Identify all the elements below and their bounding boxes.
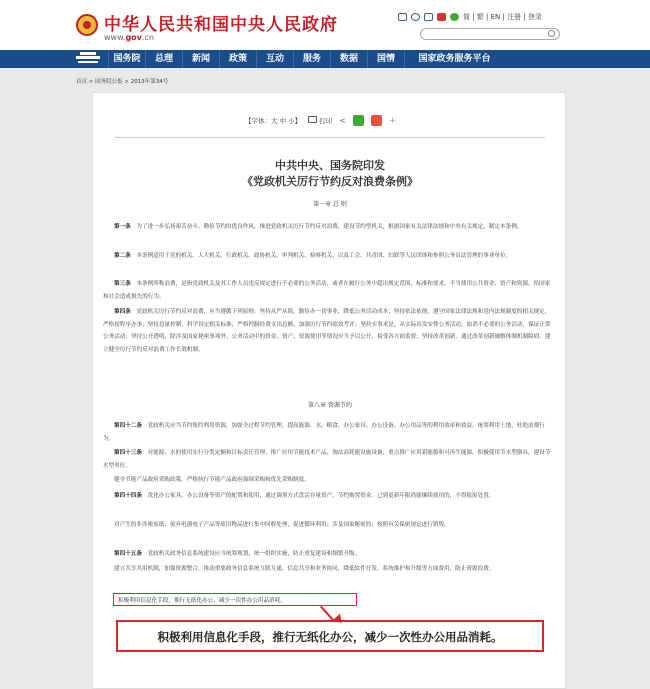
highlight-box-small	[113, 593, 357, 606]
wechat-icon[interactable]	[450, 13, 459, 21]
more-share-icon[interactable]: +	[388, 115, 397, 126]
article-title-line1: 中共中央、国务院印发	[275, 159, 385, 172]
article-paragraph: 第二条 本条例适用于党的机关、人大机关、行政机关、政协机关、审判机关、检察机关，以及工会、共青团、妇联等人民团体和参照公务员法管理的事业单位。	[114, 253, 512, 259]
national-emblem-icon[interactable]	[76, 14, 98, 36]
main-nav	[0, 50, 650, 68]
divider	[115, 137, 545, 138]
share-icon[interactable]: <	[339, 116, 346, 125]
site-url: www.gov.cn	[104, 33, 154, 42]
article-paragraph: 第一条 为了进一步弘扬艰苦奋斗、勤俭节约的优良作风，推进党政机关厉行节约反对浪费，建设节约型机关，根据国家有关法律法规和中央有关规定，制定本条例。	[114, 224, 523, 230]
nav-item-policy[interactable]: 政策	[219, 50, 256, 68]
article-paragraph: 第四十二条 党政机关应当节约集约利用资源，加强全过程节约管理，提高能源、水、粮食、办公家具、办公设备、办公用品等的利用效率和效益，统筹利用土地，杜绝浪费行为。	[103, 423, 545, 442]
nav-item-news[interactable]: 新闻	[182, 50, 219, 68]
article-paragraph: 对产生的非涉密废纸、废弃电器电子产品等废旧物品进行集中回收处理，促进循环利用；涉及国家秘密的，按照有关保密规定进行销毁。	[114, 522, 450, 528]
article-paragraph: 第三条 本条例所称浪费，是指党政机关及其工作人员违反规定进行不必要的公务活动，或者在履行公务中超出规定范围、标准和要求，不当使用公共资金、资产和资源，给国家和社会造成损失的行为。	[103, 281, 551, 300]
article-title-line2: 《党政机关厉行节约反对浪费条例》	[242, 175, 418, 188]
article-paragraph: 第四十四条 优化办公家具、办公设备等资产的配置和使用，通过调剂方式盘活存量资产，节约购置资金。已到更新年限尚能继续使用的，不得报废处置。	[114, 493, 495, 499]
wechat-share-icon[interactable]	[353, 115, 364, 126]
nav-item-state-council[interactable]: 国务院	[108, 50, 145, 68]
weibo-icon[interactable]	[437, 13, 446, 21]
search-input[interactable]	[420, 28, 560, 40]
nav-item-national-info[interactable]: 国情	[367, 50, 404, 68]
print-button[interactable]: 打印	[308, 116, 332, 125]
nav-item-service-platform[interactable]: 国家政务服务平台	[404, 50, 504, 68]
article-toolbar	[245, 115, 396, 126]
article-paragraph: 健全节能产品政府采购政策，严格执行节能产品政府强制采购和优先采购制度。	[114, 477, 310, 483]
mobile-icon[interactable]	[424, 13, 433, 21]
highlight-text-small: 积极利用信息化手段，推行无纸化办公，减少一次性办公用品消耗。	[118, 598, 286, 604]
home-icon[interactable]	[76, 52, 100, 66]
article-paragraph: 第四条 党政机关厉行节约反对浪费，应当遵循下列原则：坚持从严从简，勤俭办一切事业，降低公务活动成本；坚持依法依规，遵守国家法律法规和党内法规制度的相关规定，严格按程序办事；坚持总量控制，科学设定相关标准，严格控制经费支出总额，加强厉行节约绩效考评；坚持实事求是，从实际出发安排公务活动，取消不必要的公务活动，保证正常公务活动；坚持公开透明，除涉及国家秘密事项外，公务活动中的资金、资产、资源使用等情况应当予以公开，接受各方面监督；坚持改革创新，通过改革创新破解体制机制障碍，建立健全厉行节约反对浪费工作长效机制。	[103, 309, 551, 353]
site-header	[0, 0, 650, 50]
site-title[interactable]: 中华人民共和国中央人民政府	[104, 15, 338, 35]
chapter-heading: 第一章 总 则	[313, 201, 347, 208]
article-paragraph: 第四十三条 对能源、水的使用实行分类定额和目标责任管理。推广应用节能技术产品，淘汰高耗能设施设备，重点推广应用新能源和可再生能源，积极使用节水型器具，建设节水型单位。	[103, 450, 551, 469]
chapter-heading: 第八章 资源节约	[308, 402, 352, 409]
nav-items	[108, 50, 504, 68]
language-login-links[interactable]: 简 | 繁 | EN | 注册 | 登录	[463, 13, 542, 21]
weibo-share-icon[interactable]	[371, 115, 382, 126]
nav-item-data[interactable]: 数据	[330, 50, 367, 68]
mail-icon[interactable]	[398, 13, 407, 21]
nav-item-interaction[interactable]: 互动	[256, 50, 293, 68]
nav-item-service[interactable]: 服务	[293, 50, 330, 68]
article-paragraph: 第四十五条 党政机关政务信息系统建设应当统筹规划，统一组织实施，防止重复建设和频繁升级。	[114, 551, 361, 557]
font-size-selector[interactable]: 【字体：大 中 小】	[245, 117, 302, 125]
search-icon[interactable]	[548, 30, 555, 37]
breadcrumb[interactable]: 首页 > 国务院公报 > 2013年第34号	[76, 79, 169, 85]
article-paragraph: 建立共享共用机制，加强资源整合，推动重要政务信息系统互联互通、信息共享和业务协同，降低软件开发、系统维护和升级等方面费用，防止资源浪费。	[114, 566, 495, 572]
highlight-text-large: 积极利用信息化手段，推行无纸化办公，减少一次性办公用品消耗。	[157, 630, 503, 644]
nav-item-premier[interactable]: 总理	[145, 50, 182, 68]
top-links	[398, 12, 542, 22]
print-icon	[308, 116, 317, 123]
highlight-box-large	[116, 620, 544, 652]
app-icon[interactable]	[411, 13, 420, 21]
